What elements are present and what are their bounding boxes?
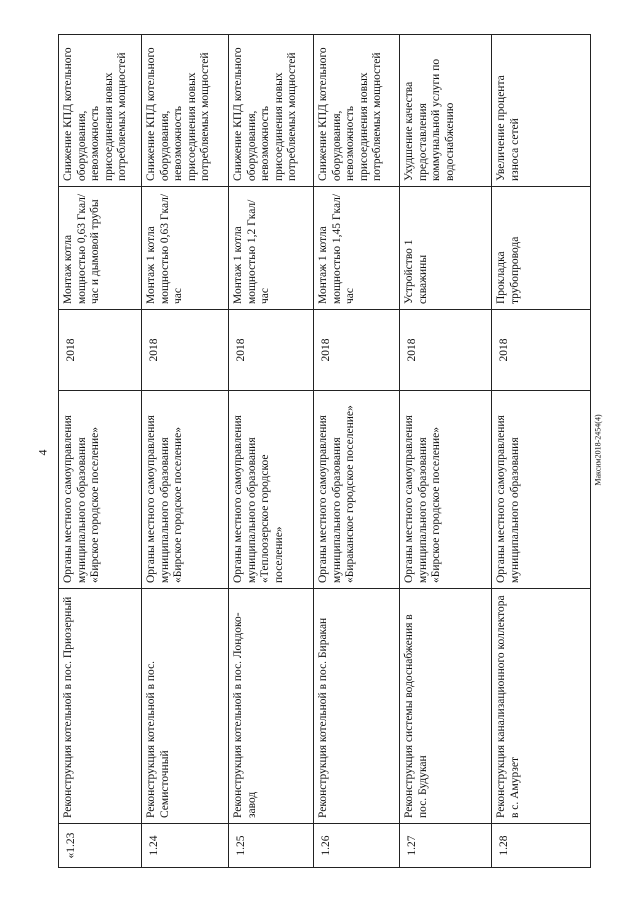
responsible-org: Органы местного самоуправления муниципального образования «Бирское городское поселение» <box>400 391 492 589</box>
rotated-table-frame <box>58 35 590 868</box>
work-description: Монтаж котла мощностью 0,63 Гкал/час и дымовой трубы <box>59 187 142 310</box>
risk-description: Снижение КПД котельного оборудования, невозможность присоединения новых потребляемых мощностей <box>229 35 314 187</box>
row-number: 1.26 <box>314 824 400 868</box>
row-number: 1.28 <box>492 824 591 868</box>
risk-description: Снижение КПД котельного оборудования, невозможность присоединения новых потребляемых мощностей <box>314 35 400 187</box>
row-number: «1.23 <box>59 824 142 868</box>
work-description: Прокладка трубопровода <box>492 187 591 310</box>
work-description: Устройство 1 скважины <box>400 187 492 310</box>
responsible-org: Органы местного самоуправления муниципального образования «Бираканское городское поселение» <box>314 391 400 589</box>
year: 2018 <box>59 310 142 391</box>
responsible-org: Органы местного самоуправления муниципального образования «Бирское городское поселение» <box>142 391 229 589</box>
table-row <box>314 35 400 868</box>
measure-name: Реконструкция системы водоснабжения в пос. Будукан <box>400 589 492 824</box>
year: 2018 <box>314 310 400 391</box>
work-description: Монтаж 1 котла мощностью 1,45 Гкал/час <box>314 187 400 310</box>
year: 2018 <box>142 310 229 391</box>
risk-description: Увеличение процента износа сетей <box>492 35 591 187</box>
row-number: 1.27 <box>400 824 492 868</box>
measure-name: Реконструкция котельной в пос. Биракан <box>314 589 400 824</box>
measure-name: Реконструкция котельной в пос. Приозерный <box>59 589 142 824</box>
measure-name: Реконструкция котельной в пос. Семисточный <box>142 589 229 824</box>
year: 2018 <box>400 310 492 391</box>
page-number: 4 <box>35 449 50 456</box>
measure-name: Реконструкция котельной в пос. Лондоко-завод <box>229 589 314 824</box>
work-description: Монтаж 1 котла мощностью 0,63 Гкал/час <box>142 187 229 310</box>
responsible-org: Органы местного самоуправления муниципального образования <box>492 391 591 589</box>
table-row <box>492 35 591 868</box>
document-code: Максим2018-2454(4) <box>593 414 603 486</box>
risk-description: Снижение КПД котельного оборудования, невозможность присоединения новых потребляемых мощностей <box>142 35 229 187</box>
measure-name: Реконструкция канализационного коллектора в с. Амурзет <box>492 589 591 824</box>
work-description: Монтаж 1 котла мощностью 1,2 Гкал/час <box>229 187 314 310</box>
year: 2018 <box>229 310 314 391</box>
table-row <box>400 35 492 868</box>
risk-description: Снижение КПД котельного оборудования, невозможность присоединения новых потребляемых мощностей <box>59 35 142 187</box>
row-number: 1.25 <box>229 824 314 868</box>
responsible-org: Органы местного самоуправления муниципального образования «Теплоозерское городское поселение» <box>229 391 314 589</box>
table-row <box>59 35 142 868</box>
program-table <box>58 34 591 868</box>
responsible-org: Органы местного самоуправления муниципального образования «Бирское городское поселение» <box>59 391 142 589</box>
row-number: 1.24 <box>142 824 229 868</box>
table-row <box>229 35 314 868</box>
risk-description: Ухудшение качества предоставления коммунальной услуги по водоснабжению <box>400 35 492 187</box>
table-row <box>142 35 229 868</box>
table-container <box>58 35 590 868</box>
year: 2018 <box>492 310 591 391</box>
